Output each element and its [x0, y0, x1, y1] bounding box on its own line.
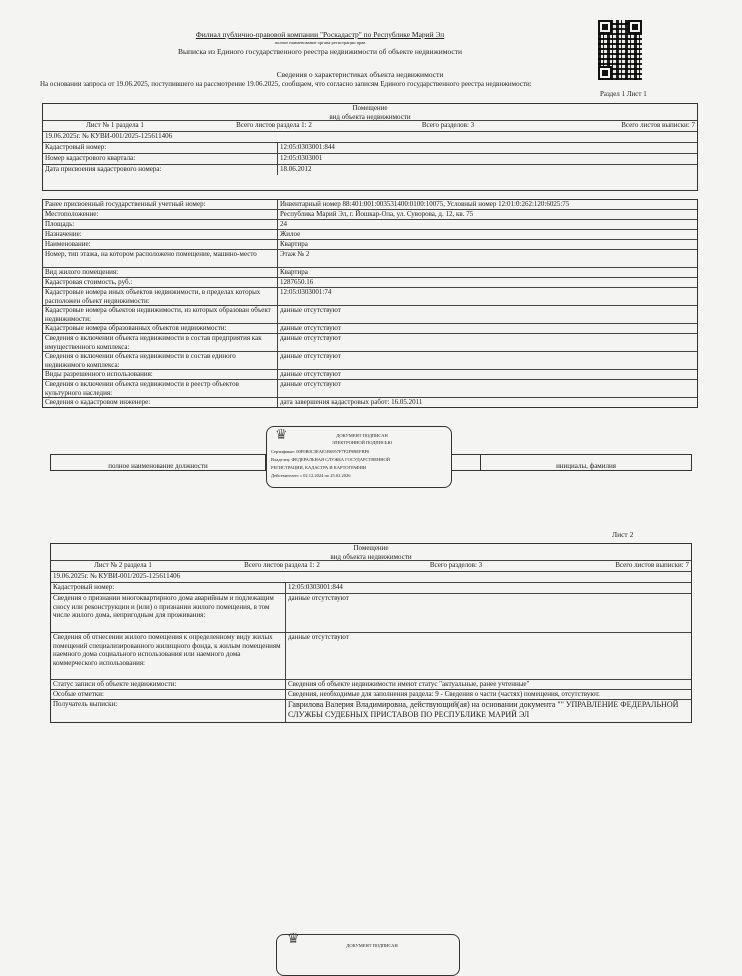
table-row: Назначение: Жилое	[43, 230, 697, 240]
name-label: инициалы, фамилия	[556, 462, 616, 470]
table-row: Ранее присвоенный государственный учетный номер: Инвентарный номер 88:401:001:003531400:0100:10075, Условный номер 12:01:0:262:120:6025:75	[43, 200, 697, 210]
page2-sheet-label: Лист 2	[612, 530, 634, 539]
table-row: Вид жилого помещения: Квартира	[43, 268, 697, 278]
extract-sheets: Всего листов выписки: 7	[621, 121, 695, 129]
table-row: Дата присвоения кадастрового номера: 18.06.2012	[45, 165, 312, 173]
table-row: Номер, тип этажа, на котором расположено помещение, машино-место Этаж № 2	[43, 250, 697, 268]
table1-body	[43, 143, 697, 175]
sheets-total: Всего листов раздела 1: 2	[236, 121, 312, 129]
table-row: Особые отметки: Сведения, необходимые для заполнения раздела: 9 - Сведения о части (частях) помещения, отсутствуют.	[51, 690, 691, 700]
section-page: Раздел 1 Лист 1	[600, 90, 647, 98]
bottom-stamp: ♛ ДОКУМЕНТ ПОДПИСАН	[276, 934, 460, 976]
table-row: Статус записи об объекте недвижимости: Сведения об объекте недвижимости имеют статус "актуальные, ранее учтенные"	[51, 680, 691, 690]
table-row: Получатель выписки: Гаврилова Валерия Владимировна, действующий(ая) на основании документа "" УПРАВЛЕНИЕ ФЕДЕРАЛЬНОЙ СЛУЖБЫ СУДЕБНЫХ ПРИСТАВОВ ПО РЕСПУБЛИКЕ МАРИЙ ЭЛ	[51, 700, 691, 722]
org-name: Филиал публично-правовой компании "Роскадастр" по Республике Марий Эл	[195, 30, 445, 39]
table-row: Сведения о кадастровом инженере: дата завершения кадастровых работ: 16.05.2011	[45, 398, 423, 406]
sheet-number: Лист № 1 раздела 1	[86, 121, 144, 129]
sections-total: Всего разделов: 3	[421, 121, 475, 129]
intro-text: На основании запроса от 19.06.2025, поступившего на рассмотрение 19.06.2025, сообщаем, что согласно записям Единого государственного реестра недвижимости:	[40, 80, 532, 88]
emblem-icon: ♛	[275, 428, 288, 443]
header-table	[42, 103, 698, 191]
table-row: Кадастровые номера иных объектов недвижимости, в пределах которых расположен объект недвижимости: 12:05:0303001:74	[43, 288, 697, 306]
signature-stamp: ♛ ДОКУМЕНТ ПОДПИСАН ЭЛЕКТРОННОЙ ПОДПИСЬЮ Сертификат: 00F0B0C3EAE1B6957F7F2F9BEFBF0 Владелец: ФЕДЕРАЛЬНАЯ СЛУЖБА ГОСУДАРСТВЕННОЙ РЕГИСТРАЦИИ, КАДАСТРА И КАРТОГРАФИИ Действителен: с 02.12.2024 по 25.02.2026	[266, 426, 452, 488]
table-row: Кадастровый номер: 12:05:0303001:844	[51, 583, 691, 594]
table-row: Сведения об отнесении жилого помещения к определенному виду жилых помещений специализированного жилищного фонда, к жилым помещениям наемного дома социального использования или наемного дома коммерческого использования: данные отсутствуют	[51, 633, 691, 680]
table-row: Кадастровые номера образованных объектов недвижимости: данные отсутствуют	[43, 324, 697, 334]
characteristics-table	[42, 199, 698, 408]
emblem-icon: ♛	[287, 932, 300, 947]
table-row: Кадастровые номера объектов недвижимости, из которых образован объект недвижимости: данные отсутствуют	[43, 306, 697, 324]
page2-doc-ref: 19.06.2025г. № КУВИ-001/2025-125611406	[53, 572, 181, 580]
section-title: Сведения о характеристиках объекта недвижимости	[276, 70, 444, 79]
table-row: Наименование: Квартира	[43, 240, 697, 250]
table-row: Сведения о включении объекта недвижимости в состав единого недвижимого комплекса: данные отсутствуют	[43, 352, 697, 370]
table-row: Сведения о включении объекта недвижимости в состав предприятия как имущественного комплекса: данные отсутствуют	[43, 334, 697, 352]
page2-object-type-sub: вид объекта недвижимости	[330, 552, 412, 561]
doc-title: Выписка из Единого государственного реестра недвижимости об объекте недвижимости	[177, 47, 463, 56]
doc-ref: 19.06.2025г. № КУВИ-001/2025-125611406	[45, 132, 173, 140]
page2-table: Помещение вид объекта недвижимости Лист № 2 раздела 1 Всего листов раздела 1: 2 Всего разделов: 3 Всего листов выписки: 7 19.06.2025г. № КУВИ-001/2025-125611406 Кадастровый номер: 12:05:0303001:844 Сведения о признании многоквартирного дома аварийным и подлежащим сносу или реконструкции и (или) о признании жилого помещения, в том числе жилого дома, непригодным для проживания: данные отсутствуют Сведения об отнесении жилого помещения к определенному виду жилых помещений специализированного жилищного фонда, к жилым помещениям наемного дома социального использования или наемного дома коммерческого использования: данные отсутствуют Статус записи об объекте недвижимости: Сведения об объекте недвижимости имеют статус "актуальные, ранее учтенные" Особые отметки: Сведения, необходимые для заполнения раздела: 9 - Сведения о части (частях) помещения, отсутствуют. Получатель выписки: Гаврилова Валерия Владимировна, действующий(ая) на основании документа "" УПРАВЛЕНИЕ ФЕДЕРАЛЬНОЙ СЛУЖБЫ СУДЕБНЫХ ПРИСТАВОВ ПО РЕСПУБЛИКЕ МАРИЙ ЭЛ	[50, 543, 692, 723]
position-label: полное наименование должности	[51, 455, 266, 470]
qr-code	[598, 20, 642, 80]
table-row: Кадастровый номер: 12:05:0303001:844	[43, 143, 697, 154]
table-row: Номер кадастрового квартала: 12:05:0303001	[43, 154, 697, 165]
table-row: Сведения о включении объекта недвижимости в реестр объектов культурного наследия: данные отсутствуют	[43, 380, 697, 398]
table-row: Кадастровая стоимость, руб.: 1287650.16	[43, 278, 697, 288]
table-row: Местоположение: Республика Марий Эл, г. Йошкар-Ола, ул. Суворова, д. 12, кв. 75	[43, 210, 697, 220]
org-sub: полное наименование органа регистрации прав	[274, 40, 366, 45]
page2-object-type: Помещение	[353, 544, 389, 552]
object-type: Помещение	[352, 104, 388, 112]
object-type-sub: вид объекта недвижимости	[329, 112, 411, 121]
table-row: Виды разрешенного использования: данные отсутствуют	[43, 370, 697, 380]
table-row: Площадь: 24	[43, 220, 697, 230]
table-row: Сведения о признании многоквартирного дома аварийным и подлежащим сносу или реконструкции и (или) о признании жилого помещения, в том числе жилого дома, непригодным для проживания: данные отсутствуют	[51, 594, 691, 633]
